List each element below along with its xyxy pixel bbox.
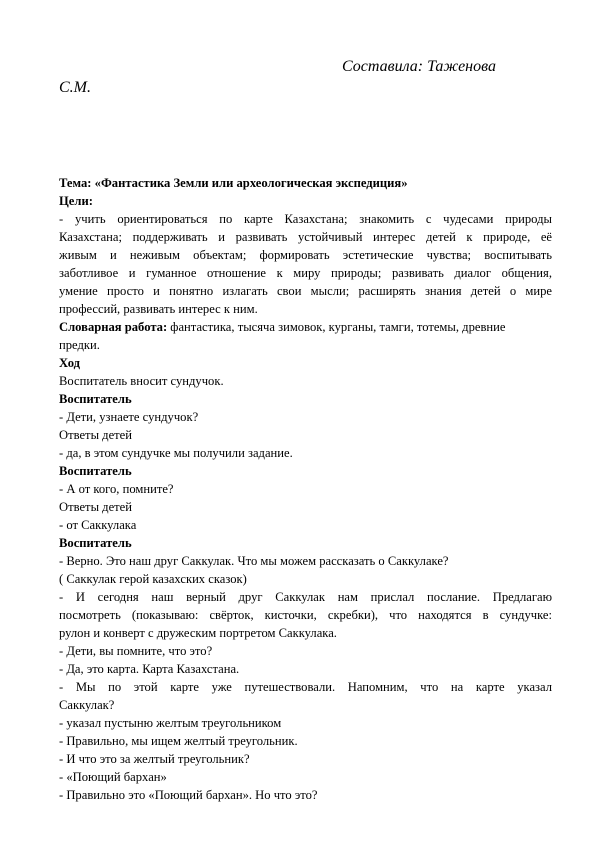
topic-line (59, 174, 552, 192)
dialog-line: - да, в этом сундучке мы получили задание. (59, 446, 293, 460)
dialog-line: Ответы детей (59, 428, 133, 442)
goals-line: заботливое и гуманное отношение к миру природы; развивать диалог общения, (59, 266, 552, 280)
vocab-continuation: предки. (59, 338, 100, 352)
dialog-line: - Правильно, мы ищем желтый треугольник. (59, 734, 298, 748)
dialog-line: посмотреть (показываю: свёрток, кисточки, скребки), что находятся в сундучке: (59, 608, 552, 622)
dialog-line: - Верно. Это наш друг Саккулак. Что мы можем рассказать о Саккулаке? (59, 554, 449, 568)
dialog-line: - Дети, вы помните, что это? (59, 644, 213, 658)
dialog-line: - от Саккулака (59, 518, 137, 532)
author-initials: С.М. (59, 79, 91, 96)
dialog-line: - Правильно это «Поющий бархан». Но что это? (59, 788, 318, 802)
goals-line: умение просто и понятно излагать свои мысли; расширять знания детей о мире (59, 284, 552, 298)
topic-label: Тема: (59, 176, 92, 190)
dialog-line: - А от кого, помните? (59, 482, 174, 496)
speaker-heading: Ход (59, 356, 81, 370)
dialog-line: Саккулак? (59, 698, 115, 712)
dialog-line: рулон и конверт с дружеским портретом Саккулака. (59, 626, 337, 640)
dialog-line: - И сегодня наш верный друг Саккулак нам прислал послание. Предлагаю (59, 590, 552, 604)
dialog-line: - Да, это карта. Карта Казахстана. (59, 662, 240, 676)
dialog-line: - Дети, узнаете сундучок? (59, 410, 199, 424)
author-line: Составила: Таженова (342, 58, 496, 75)
dialog-line: - «Поющий бархан» (59, 770, 167, 784)
dialog-line: Ответы детей (59, 500, 133, 514)
dialog-line: - указал пустыню желтым треугольником (59, 716, 282, 730)
dialog-line: - Мы по этой карте уже путешествовали. Напомним, что на карте указал (59, 680, 552, 694)
dialog-line: - И что это за желтый треугольник? (59, 752, 250, 766)
dialog-section (59, 354, 552, 804)
goals-line: профессий, развивать интерес к ним. (59, 302, 258, 316)
dialog-line: ( Саккулак герой казахских сказок) (59, 572, 247, 586)
speaker-heading: Воспитатель (59, 392, 132, 406)
goals-line: живым и неживым объектам; формировать эстетические чувства; воспитывать (59, 248, 552, 262)
speaker-heading: Воспитатель (59, 464, 132, 478)
topic-text: «Фантастика Земли или археологическая экспедиция» (94, 176, 408, 190)
vocab-text: фантастика, тысяча зимовок, курганы, тамги, тотемы, древние (167, 320, 506, 334)
goals-line: - учить ориентироваться по карте Казахстана; знакомить с чудесами природы (59, 212, 552, 226)
document-body (59, 174, 552, 804)
goals-line: Казахстана; поддерживать и развивать устойчивый интерес детей к природе, её (59, 230, 552, 244)
vocab-label: Словарная работа: (59, 320, 168, 334)
dialog-line: Воспитатель вносит сундучок. (59, 374, 224, 388)
goals-label: Цели: (59, 194, 93, 208)
speaker-heading: Воспитатель (59, 536, 132, 550)
vocab-line (59, 318, 552, 336)
